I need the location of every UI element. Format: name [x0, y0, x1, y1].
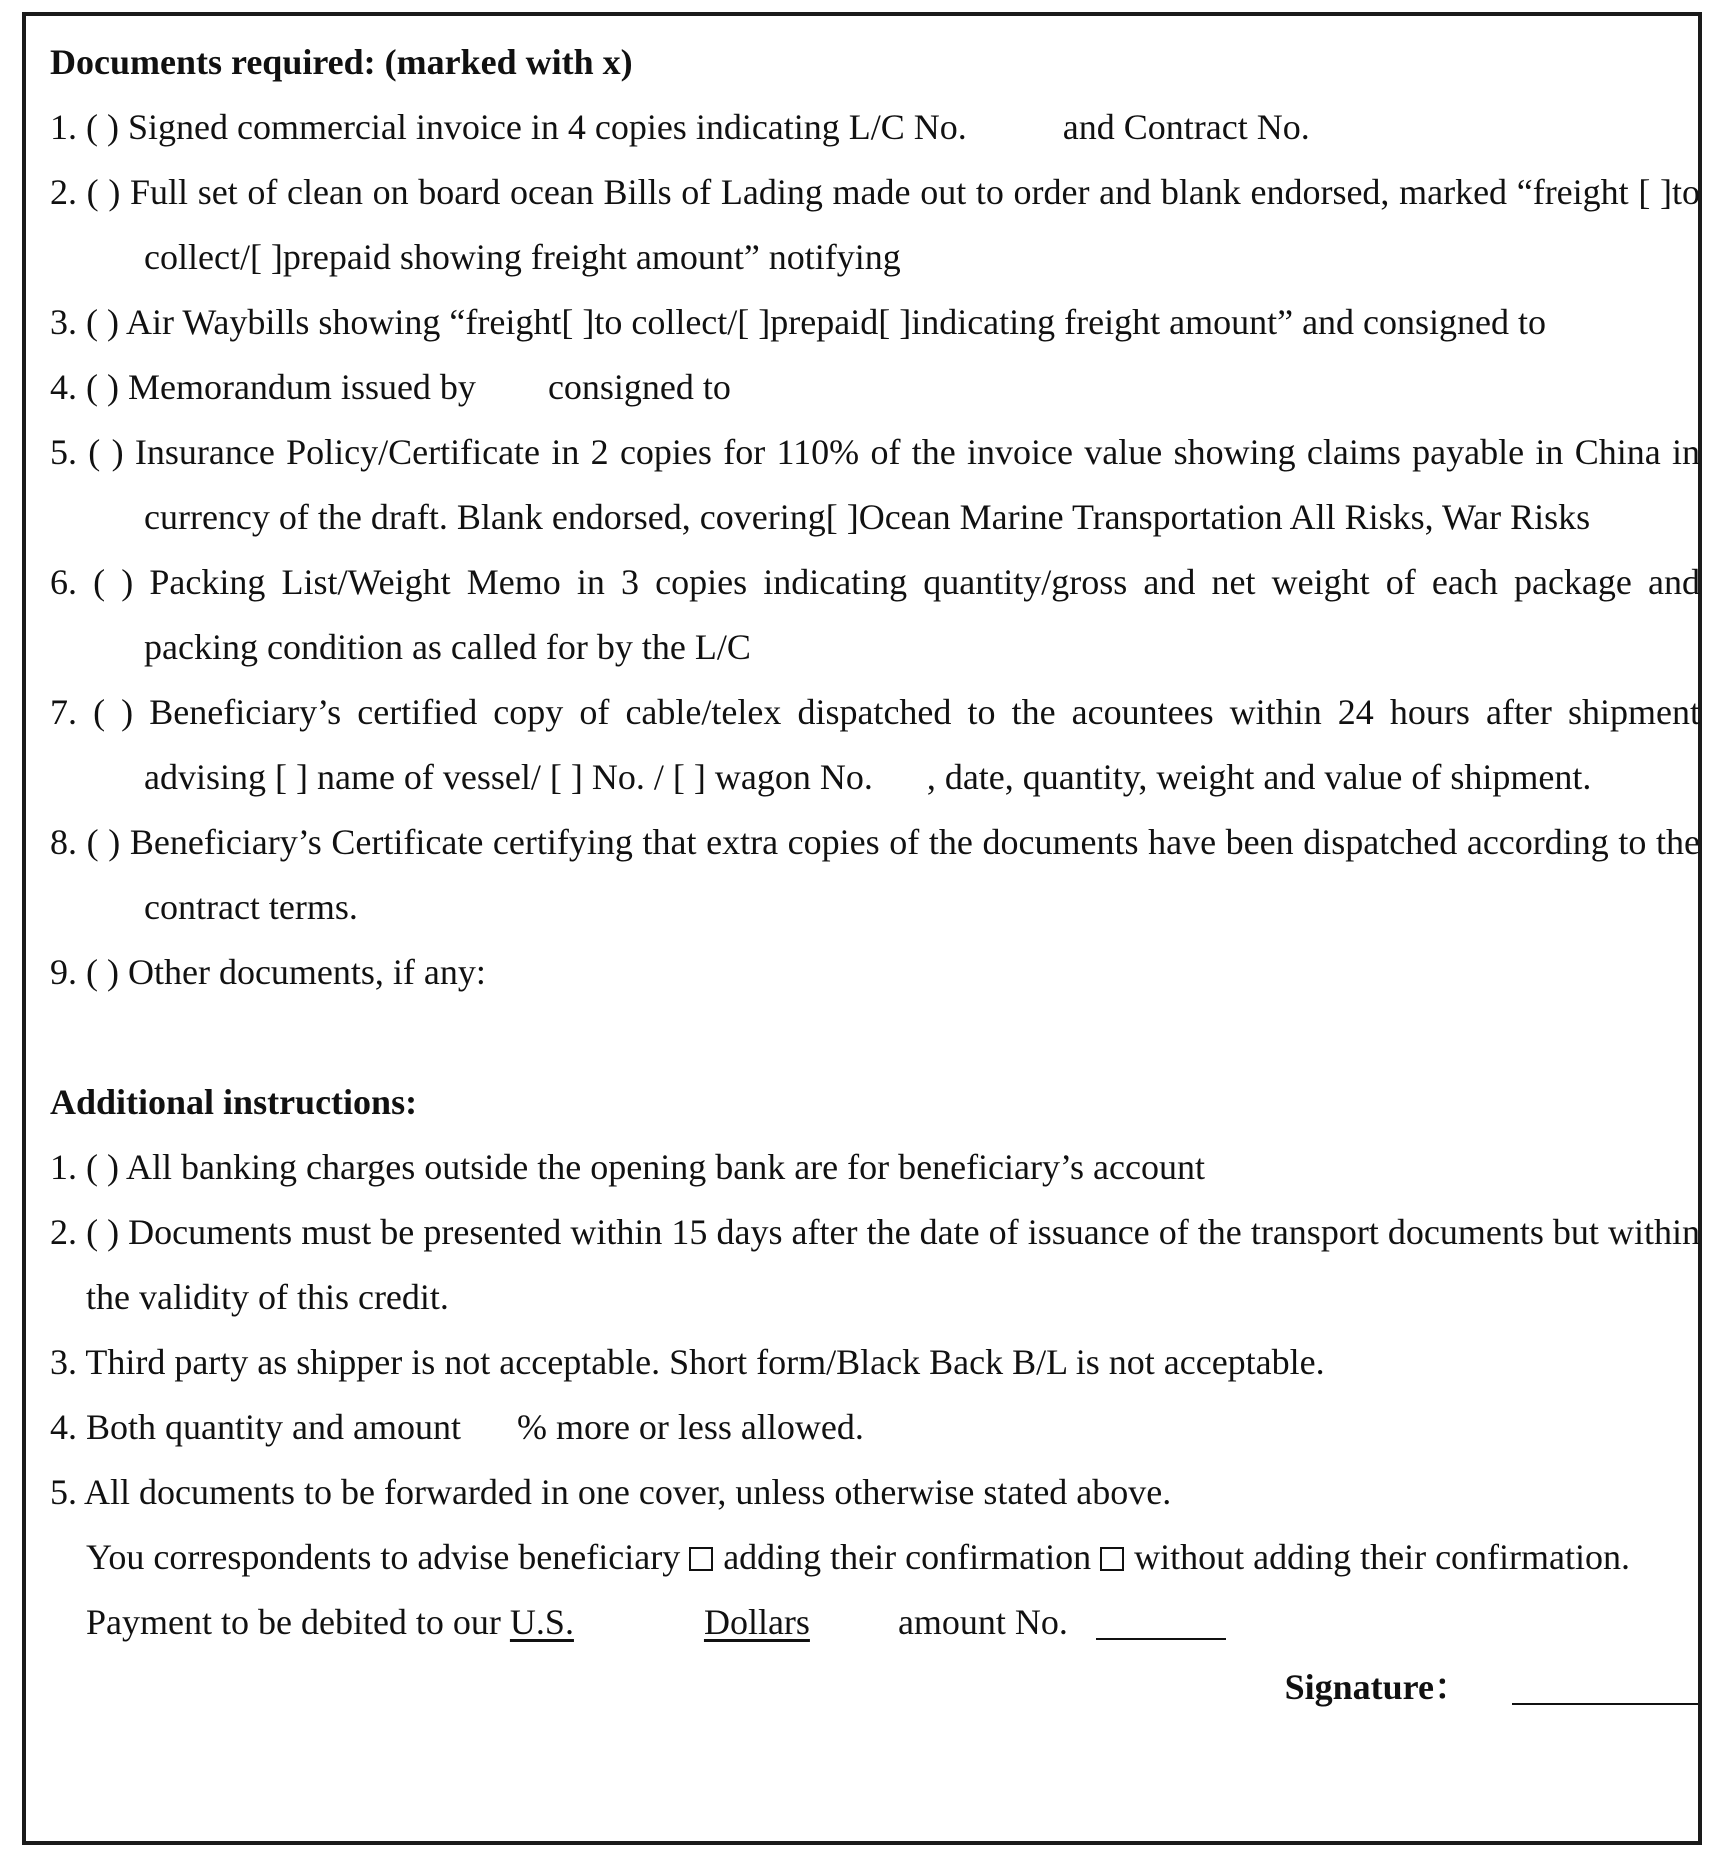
instruction-item-3: 3. Third party as shipper is not acceptable. Short form/Black Back B/L is not acceptable.: [50, 1342, 1325, 1382]
additional-instructions-heading: Additional instructions:: [50, 1082, 418, 1122]
instruction-item-2: 2. ( ) Documents must be presented within 15 days after the date of issuance of the transport documents but within the validity of this credit.: [50, 1212, 1700, 1317]
account-number-label: amount No.: [897, 1602, 1068, 1642]
document-item-6: 6. ( ) Packing List/Weight Memo in 3 copies indicating quantity/gross and net weight of each package and packing condition as called for by the L/C: [50, 562, 1700, 667]
document-item-5: 5. ( ) Insurance Policy/Certificate in 2 copies for 110% of the invoice value showing claims payable in China in currency of the draft. Blank endorsed, covering[ ]Ocean Marine Transportation All Risks, War Risks: [50, 432, 1700, 537]
instruction-item-1: 1. ( ) All banking charges outside the opening bank are for beneficiary’s account: [50, 1147, 1205, 1187]
payment-lead: Payment to be debited to our: [86, 1602, 501, 1642]
adding-confirmation-label: adding their confirmation: [723, 1537, 1092, 1577]
advise-confirmation: [50, 1525, 1700, 1590]
document-item-4-consignee: consigned to: [547, 367, 731, 407]
section-spacer: [50, 1005, 1700, 1070]
currency-dollars: Dollars: [703, 1602, 810, 1642]
instruction-item-4: [50, 1395, 1700, 1460]
form-frame: [22, 12, 1702, 1845]
instruction-item-4-tail: % more or less allowed.: [516, 1407, 864, 1447]
signature-field[interactable]: [1512, 1667, 1698, 1705]
document-item-7-text: 7. ( ) Beneficiary’s certified copy of cable/telex dispatched to the acountees within 24 hours after shipment advising [ ] name of vessel/ [ ] No. / [ ] wagon No.: [50, 692, 1700, 797]
document-item-7: [50, 680, 1700, 810]
document-item-1-text: 1. ( ) Signed commercial invoice in 4 copies indicating L/C No.: [50, 107, 967, 147]
account-number-field[interactable]: [1096, 1602, 1226, 1640]
document-item-4: [50, 355, 1700, 420]
without-confirmation-label: without adding their confirmation.: [1134, 1537, 1631, 1577]
document-item-3: 3. ( ) Air Waybills showing “freight[ ]to collect/[ ]prepaid[ ]indicating freight amount” and consigned to: [50, 302, 1547, 342]
without-confirmation-checkbox[interactable]: [1100, 1547, 1124, 1571]
instruction-item-4-text: 4. Both quantity and amount: [50, 1407, 461, 1447]
document-item-9: 9. ( ) Other documents, if any:: [50, 952, 486, 992]
adding-confirmation-checkbox[interactable]: [689, 1547, 713, 1571]
payment-line: [50, 1590, 1700, 1655]
document-item-1-contract: and Contract No.: [1062, 107, 1310, 147]
document-item-7-tail: , date, quantity, weight and value of shipment.: [926, 757, 1592, 797]
signature-row: [50, 1655, 1700, 1720]
currency-field[interactable]: [510, 1602, 810, 1642]
instruction-item-5: 5. All documents to be forwarded in one cover, unless otherwise stated above.: [50, 1472, 1172, 1512]
documents-required-heading: Documents required: (marked with x): [50, 42, 633, 82]
document-item-1: [50, 95, 1700, 160]
document-item-2: 2. ( ) Full set of clean on board ocean Bills of Lading made out to order and blank endorsed, marked “freight [ ]to collect/[ ]prepaid showing freight amount” notifying: [50, 172, 1700, 277]
document-item-4-text: 4. ( ) Memorandum issued by: [50, 367, 476, 407]
form-content: [50, 30, 1700, 1720]
currency-us: U.S.: [509, 1602, 574, 1642]
document-item-8: 8. ( ) Beneficiary’s Certificate certifying that extra copies of the documents have been dispatched according to the contract terms.: [50, 822, 1700, 927]
advise-lead: You correspondents to advise beneficiary: [86, 1537, 681, 1577]
signature-label: Signature：: [1284, 1667, 1470, 1707]
